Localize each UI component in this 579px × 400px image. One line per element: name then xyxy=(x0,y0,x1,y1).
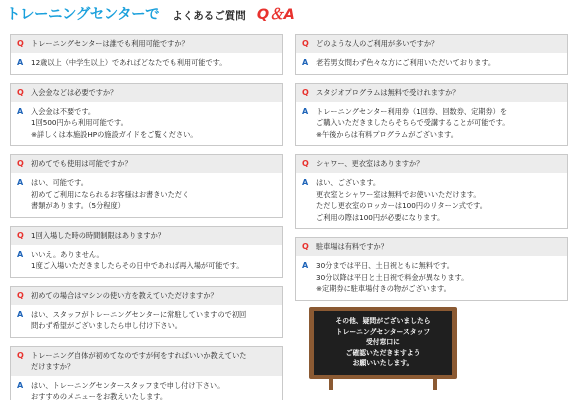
q-mark: Q xyxy=(302,87,309,97)
question-text xyxy=(31,350,246,373)
board-panel xyxy=(314,311,452,375)
q-mark: Q xyxy=(17,87,24,97)
question-row xyxy=(11,287,282,305)
q-mark: Q xyxy=(302,39,309,48)
answer-line: 入会金は不要です。 xyxy=(31,106,96,116)
question-row xyxy=(296,238,567,256)
answer-line: 1度ご入場いただきましたらその日中であれば再入場が可能です。 xyxy=(31,261,244,270)
question-row xyxy=(11,347,282,376)
answer-line: 書類があります。（5分程度） xyxy=(31,201,125,210)
answer-line: 30分までは平日、土日祝ともに無料です。 xyxy=(316,261,454,270)
answer-line: はい、可能です。 xyxy=(31,178,88,187)
answer-text xyxy=(316,260,468,295)
board-leg xyxy=(329,377,333,390)
title-main: トレーニングセンターで xyxy=(6,7,160,23)
qa-item xyxy=(10,226,283,278)
answer-line: おすすめのメニューをお教えいたします。 xyxy=(31,392,168,400)
answer-line: ※午後からは有料プログラムがございます。 xyxy=(316,129,458,139)
left-column xyxy=(10,34,283,400)
question-row xyxy=(11,155,282,173)
q-mark: Q xyxy=(302,242,309,251)
question-row xyxy=(11,84,282,102)
answer-line: 更衣室とシャワー室は無料でお使いいただけます。 xyxy=(316,189,481,199)
right-column xyxy=(295,34,568,309)
a-mark: A xyxy=(17,178,24,187)
answer-text xyxy=(31,106,198,141)
answer-row xyxy=(11,53,282,74)
a-mark: A xyxy=(17,106,24,116)
question-row xyxy=(296,35,567,53)
answer-row xyxy=(11,305,282,337)
a-mark: A xyxy=(302,261,309,270)
question-text: 駐車場は有料ですか？ xyxy=(316,242,388,251)
answer-row xyxy=(11,102,282,146)
q-mark: Q xyxy=(17,159,24,168)
question-text: 初めてでも使用は可能ですか？ xyxy=(31,159,132,168)
answer-text xyxy=(31,309,246,332)
qa-item xyxy=(10,34,283,75)
question-row xyxy=(11,227,282,245)
page-title xyxy=(6,3,295,25)
answer-line: 1回500円から利用可能です。 xyxy=(31,118,128,127)
title-qa: Q＆A xyxy=(256,7,295,23)
answer-row xyxy=(11,173,282,217)
a-mark: A xyxy=(17,249,24,259)
question-row xyxy=(11,35,282,53)
question-text: 入会金などは必要ですか？ xyxy=(31,87,118,97)
answer-line: ※定期券に駐車場付きの物がございます。 xyxy=(316,284,451,293)
qa-item xyxy=(10,83,283,147)
board-line: お願いいたします。 xyxy=(352,359,414,367)
board-line: ご確認いただきますよう xyxy=(345,348,421,357)
qa-item xyxy=(295,83,568,147)
question-line: トレーニング自体が初めてなのですが何をすればいいか教えていた xyxy=(31,350,247,360)
answer-line: トレーニングセンター利用券（1回券、回数券、定期券）を xyxy=(316,106,508,116)
answer-line: ただし更衣室のロッカーは100円のリターン式です。 xyxy=(316,201,487,210)
question-text: シャワー、更衣室はありますか？ xyxy=(316,159,424,168)
q-mark: Q xyxy=(17,290,24,300)
board-leg xyxy=(433,377,437,390)
q-mark: Q xyxy=(17,39,24,48)
answer-line: ご利用の際は100円が必要になります。 xyxy=(316,212,445,222)
a-mark: A xyxy=(302,178,309,187)
answer-line: 30分以降は平日と土日祝で料金が異なります。 xyxy=(316,272,469,282)
answer-text xyxy=(316,106,509,141)
answer-line: ご購入いただきましたらそちらで受講することが可能です。 xyxy=(316,118,510,127)
answer-line: いいえ。ありません。 xyxy=(31,249,104,259)
answer-line: はい、スタッフがトレーニングセンターに常駐していますので初回 xyxy=(31,309,247,319)
answer-row xyxy=(296,173,567,228)
question-text: どのような人のご利用が多いですか？ xyxy=(316,39,439,48)
a-mark: A xyxy=(302,106,309,116)
qa-item xyxy=(10,286,283,338)
question-row xyxy=(296,155,567,173)
answer-line: 問わず希望がございましたら申し付け下さい。 xyxy=(31,321,182,330)
board-line: トレーニングセンタースタッフ xyxy=(335,327,431,336)
answer-row xyxy=(296,256,567,300)
answer-row xyxy=(11,376,282,400)
qa-item xyxy=(295,237,568,301)
answer-text xyxy=(31,380,224,400)
a-mark: A xyxy=(17,58,24,67)
answer-line: はい、トレーニングセンタースタッフまで申し付け下さい。 xyxy=(31,380,225,390)
board-line: 受付窓口に xyxy=(366,338,400,346)
title-sub: よくあるご質問 xyxy=(172,10,246,22)
answer-line: 12歳以上（中学生以上）であればどなたでも利用可能です。 xyxy=(31,58,227,67)
qa-item xyxy=(295,154,568,229)
qa-item xyxy=(10,346,283,400)
answer-line: はい、ございます。 xyxy=(316,178,381,187)
answer-text xyxy=(31,249,243,272)
q-mark: Q xyxy=(17,350,24,360)
question-text: トレーニングセンターは誰でも利用可能ですか？ xyxy=(31,39,189,48)
question-text: 初めての場合はマシンの使い方を教えていただけますか？ xyxy=(31,290,218,300)
a-mark: A xyxy=(17,380,24,390)
qa-item xyxy=(295,34,568,75)
notice-board xyxy=(309,307,457,390)
answer-text xyxy=(316,177,487,223)
answer-row xyxy=(11,245,282,277)
q-mark: Q xyxy=(17,230,24,240)
question-line: だけますか？ xyxy=(31,362,75,371)
answer-line: ※詳しくは本施設HPの施設ガイドをご覧ください。 xyxy=(31,129,198,139)
question-text: 1回入場した時の時間制限はありますか？ xyxy=(31,230,165,240)
answer-line: 老若男女問わず色々な方にご利用いただいております。 xyxy=(316,58,496,67)
answer-row xyxy=(296,102,567,146)
answer-text xyxy=(316,57,495,69)
answer-line: 初めてご利用になられるお客様はお書きいただく xyxy=(31,189,190,199)
q-mark: Q xyxy=(302,159,309,168)
answer-text xyxy=(31,177,189,212)
qa-item xyxy=(10,154,283,218)
answer-row xyxy=(296,53,567,74)
answer-text xyxy=(31,57,226,69)
a-mark: A xyxy=(302,58,309,67)
question-row xyxy=(296,84,567,102)
a-mark: A xyxy=(17,309,24,319)
question-text: スタジオプログラムは無料で受けれますか？ xyxy=(316,87,460,97)
board-line: その他、疑問がございましたら xyxy=(335,317,431,325)
